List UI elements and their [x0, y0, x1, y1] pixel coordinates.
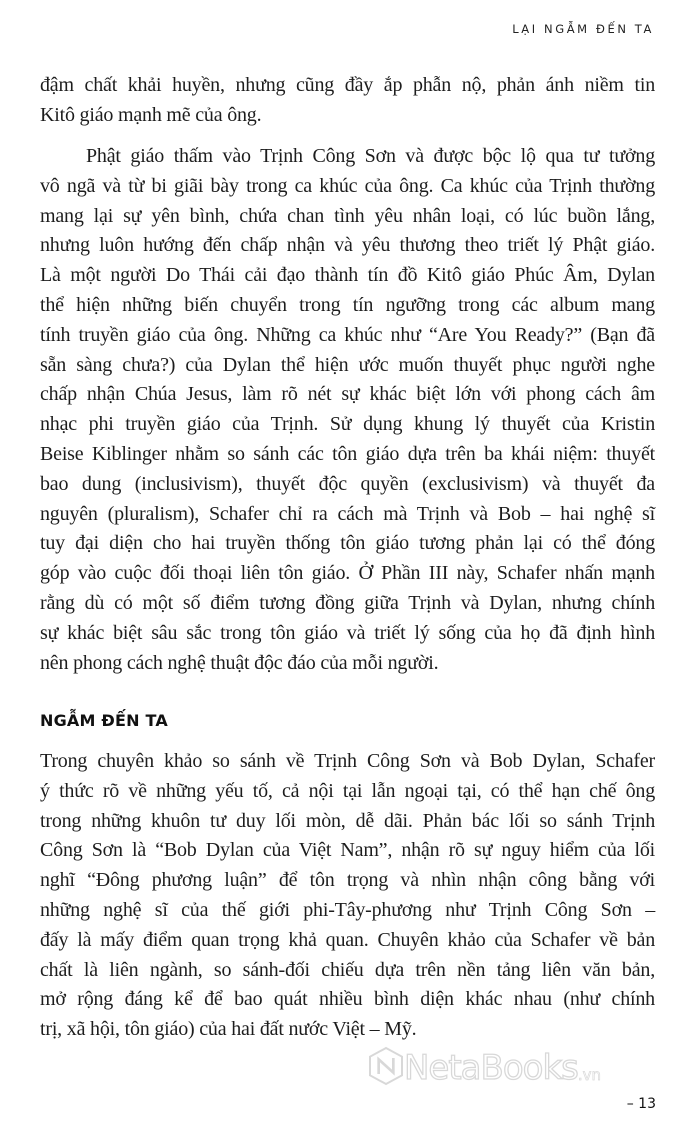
text-line: nên phong cách nghệ thuật độc đáo của mỗi người.	[40, 651, 439, 674]
text-line: ý thức rõ về những yếu tố, cả nội tại lẫn ngoại tại, có thể hạn chế ông	[40, 779, 655, 802]
text-line: nhạc phi truyền giáo của Trịnh. Sử dụng khung lý thuyết của Kristin	[40, 413, 655, 436]
text-line: Là một người Do Thái cải đạo thành tín đồ Kitô giáo Phúc Âm, Dylan	[40, 264, 655, 287]
text-line: trong những khuôn tư duy lối mòn, dễ dãi. Phản bác lối so sánh Trịnh	[40, 809, 655, 832]
text-line: nghĩ “Đông phương luận” để tôn trọng và nhìn nhận công bằng với	[40, 869, 655, 892]
text-line: vô ngã và từ bi giãi bày trong ca khúc của ông. Ca khúc của Trịnh thường	[40, 174, 655, 197]
text-line: mở rộng đáng kể để bao quát nhiều bình diện khác nhau (như chính	[40, 988, 655, 1011]
text-line: đấy là mấy điểm quan trọng khả quan. Chuyên khảo của Schafer về bản	[40, 928, 655, 951]
section-heading: NGẪM ĐẾN TA	[40, 711, 168, 730]
page-number: – 13	[626, 1096, 656, 1112]
text-line: thể hiện những biến chuyển trong tín ngưỡng trong các album mang	[40, 293, 655, 316]
netabooks-logo-icon	[368, 1046, 404, 1091]
text-line: những nghệ sĩ của thế giới phi-Tây-phương như Trịnh Công Sơn –	[40, 898, 655, 921]
text-line: bao dung (inclusivism), thuyết độc quyền (exclusivism) và thuyết đa	[40, 472, 655, 495]
text-line: Phật giáo thấm vào Trịnh Công Sơn và được bộc lộ qua tư tưởng	[86, 145, 655, 167]
text-line: Công Sơn là “Bob Dylan của Việt Nam”, nhận rõ sự nguy hiểm của lối	[40, 839, 655, 862]
text-line: Beise Kiblinger nhằm so sánh các tôn giáo dựa trên ba khái niệm: thuyết	[40, 442, 655, 465]
text-line: chất là liên ngành, so sánh-đối chiếu dựa trên nền tảng liên văn bản,	[40, 958, 655, 981]
text-line: tính truyền giáo của ông. Những ca khúc như “Are You Ready?” (Bạn đã	[40, 323, 655, 346]
watermark-brand: NetaBooks	[404, 1048, 578, 1088]
text-line: tuy đại diện cho hai truyền thống tôn giáo tương phản lại có thể đóng	[40, 532, 655, 555]
text-line: sự khác biệt sâu sắc trong tôn giáo và triết lý sống của họ đã định hình	[40, 621, 655, 644]
text-line: rằng dù có một số điểm tương đồng giữa Trịnh và Dylan, nhưng chính	[40, 591, 655, 614]
section-paragraph	[40, 747, 655, 1045]
text-line: mang lại sự yên bình, chứa chan tình yêu nhân loại, có lúc buồn lắng,	[40, 204, 655, 227]
text-line: chấp nhận Chúa Jesus, làm rõ nét sự khác biệt lớn với phong cách âm	[40, 383, 655, 406]
text-line: đậm chất khải huyền, nhưng cũng đầy ắp phẫn nộ, phản ánh niềm tin	[40, 74, 655, 96]
text-line: góp vào cuộc đối thoại liên tôn giáo. Ở Phần III này, Schafer nhấn mạnh	[40, 562, 655, 585]
text-line: Trong chuyên khảo so sánh về Trịnh Công Sơn và Bob Dylan, Schafer	[40, 750, 655, 772]
text-line: nguyên (pluralism), Schafer chỉ ra cách mà Trịnh và Bob – hai nghệ sĩ	[40, 502, 655, 525]
text-line: sẵn sàng chưa?) của Dylan thể hiện ước muốn thuyết phục người nghe	[40, 353, 655, 376]
watermark-suffix: .vn	[577, 1066, 602, 1084]
text-line: trị, xã hội, tôn giáo) của hai đất nước Việt – Mỹ.	[40, 1018, 417, 1041]
paragraph-continued	[40, 71, 655, 131]
text-line: Kitô giáo mạnh mẽ của ông.	[40, 103, 262, 126]
paragraph-religion	[40, 142, 655, 678]
watermark	[368, 1048, 601, 1088]
text-line: nhưng luôn hướng đến chấp nhận và yêu thương theo triết lý Phật giáo.	[40, 234, 655, 257]
running-head: LẠI NGẪM ĐẾN TA	[512, 22, 654, 36]
